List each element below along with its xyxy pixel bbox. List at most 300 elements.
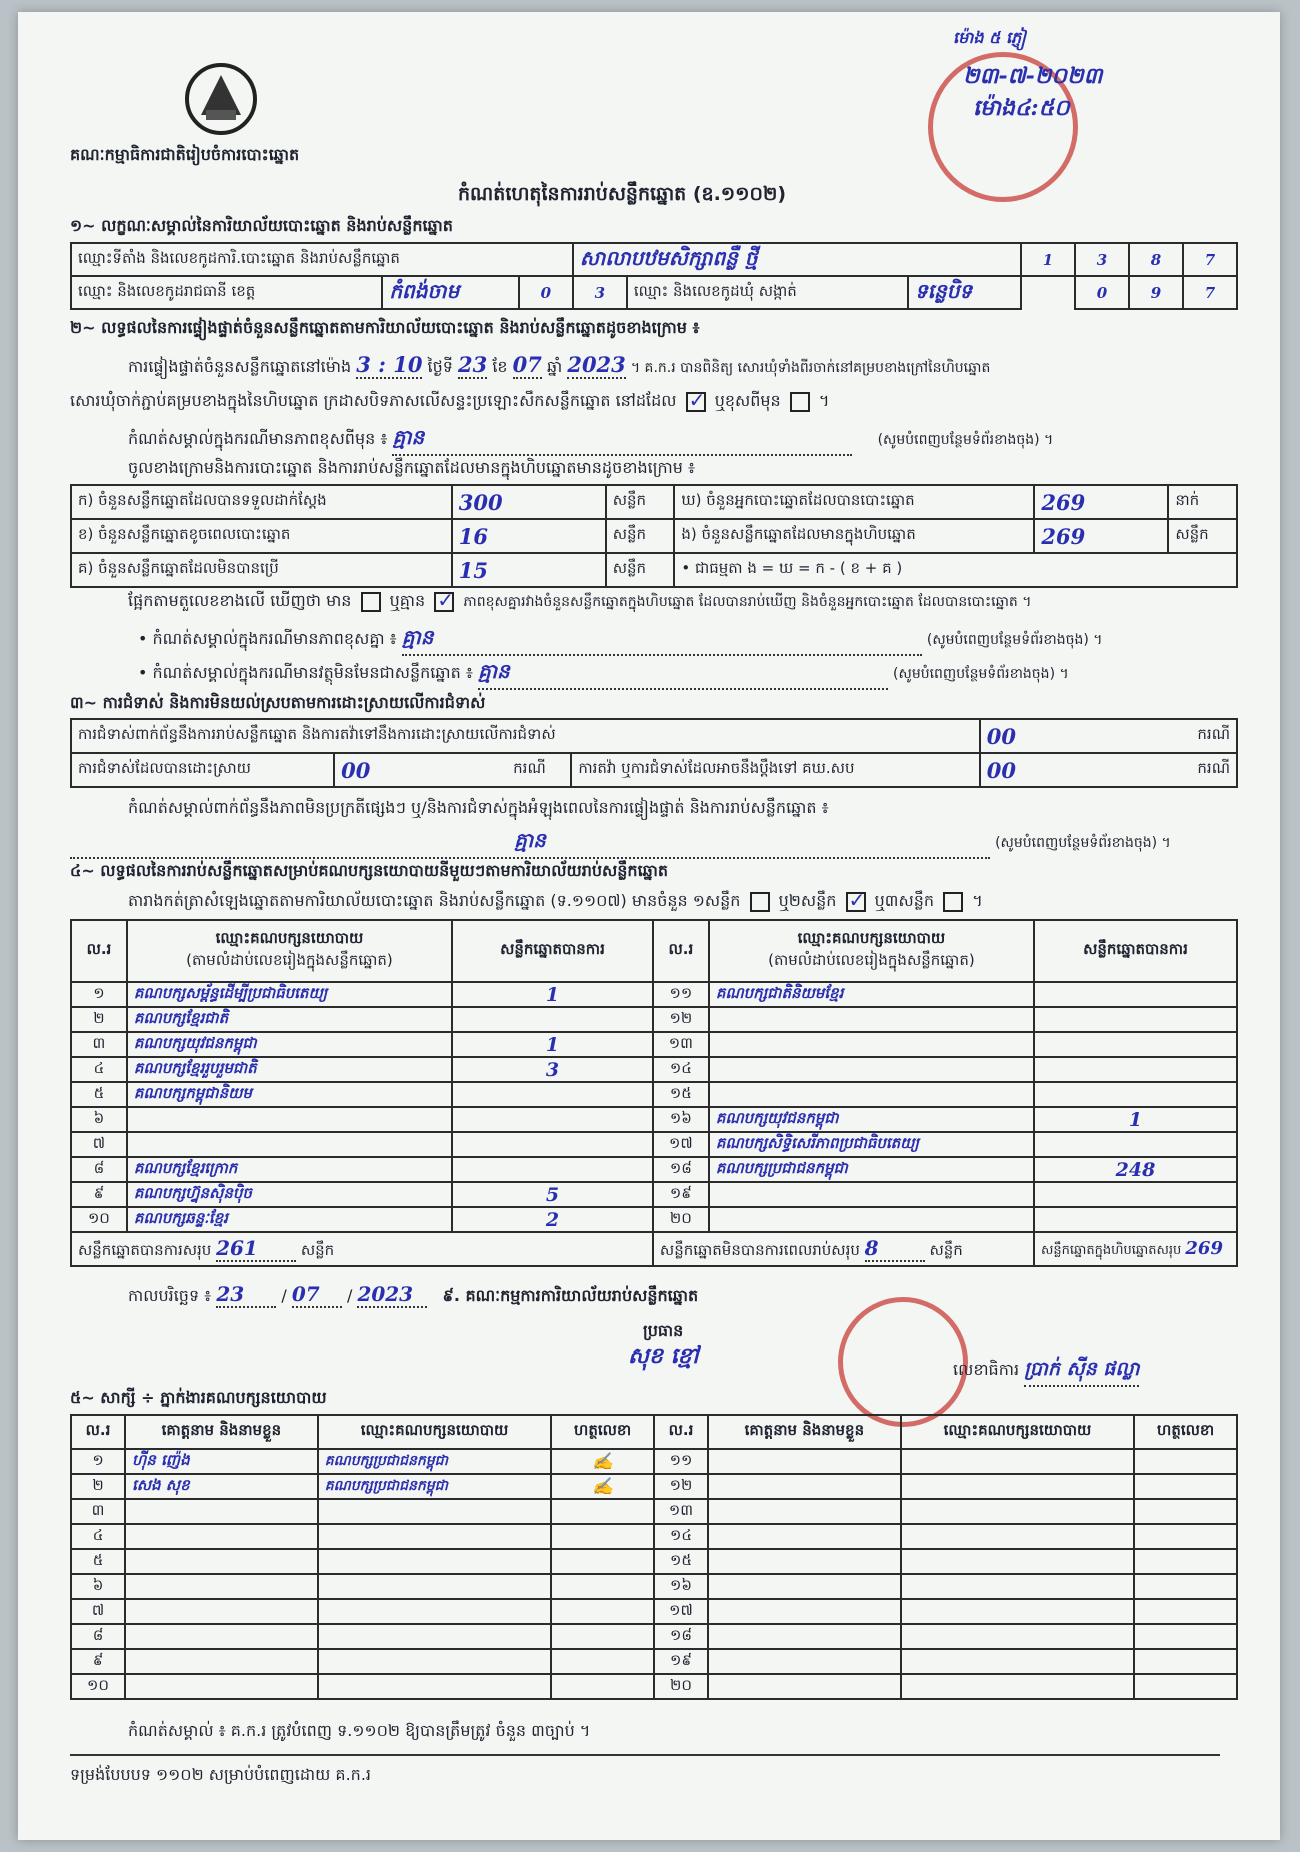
- count-value: 15: [452, 553, 606, 587]
- witness-signature: [1134, 1649, 1237, 1674]
- count-value: 269: [1034, 519, 1168, 553]
- witness-signature: [551, 1624, 654, 1649]
- witness-party: [901, 1474, 1134, 1499]
- witness-row: [71, 1474, 1237, 1499]
- results-table: [70, 919, 1238, 1267]
- witness-signature: [551, 1599, 654, 1624]
- case-unit: ករណី: [1173, 719, 1237, 753]
- two-sheet-checkbox[interactable]: [846, 892, 866, 912]
- count-label: គ) ចំនួនសន្លឹកឆ្នោតដែលមិនបានប្រើ: [71, 553, 452, 587]
- witness-name: [125, 1549, 318, 1574]
- results-votes: [1034, 1082, 1237, 1107]
- witness-row: [71, 1449, 1237, 1474]
- witness-party: [901, 1624, 1134, 1649]
- witness-row: [71, 1574, 1237, 1599]
- witness-signature: [1134, 1549, 1237, 1574]
- results-party: [709, 1032, 1034, 1057]
- results-party: គណបក្សឆន្ទៈខ្មែរ: [127, 1207, 452, 1232]
- section-2-heading: ២~ លទ្ធផលនៃការផ្ទៀងផ្ទាត់ចំនួនសន្លឹកឆ្នោតតាមការិយាល័យបោះឆ្នោត និងរាប់សន្លឹកឆ្នោតដូចខាងក្រោម ៖: [70, 318, 700, 337]
- witness-no: ១៧: [654, 1599, 708, 1624]
- count-unit: សន្លឹក: [606, 519, 675, 553]
- results-party: [127, 1132, 452, 1157]
- results-votes: [1034, 1057, 1237, 1082]
- results-no: ១៥: [653, 1082, 709, 1107]
- secretary-line: [953, 1357, 1139, 1387]
- results-votes: [452, 1082, 653, 1107]
- verification-day: 23: [458, 352, 488, 377]
- witness-no: ៤: [71, 1524, 125, 1549]
- compare-text: ផ្អែកតាមតួលេខខាងលើ ឃើញថា មាន: [128, 591, 352, 610]
- witness-no: ៦: [71, 1574, 125, 1599]
- results-party: គណបក្សយុវជនកម្ពុជា: [127, 1032, 452, 1057]
- results-votes: 3: [452, 1057, 653, 1082]
- count-label: ង) ចំនួនសន្លឹកឆ្នោតដែលមានក្នុងហិបឆ្នោត: [674, 519, 1034, 553]
- witness-row: [71, 1524, 1237, 1549]
- tally-intro-b: ឬ២សន្លឹក: [778, 891, 837, 910]
- results-no: ១: [71, 982, 127, 1007]
- results-party: គណបក្សខ្មែរជាតិ: [127, 1007, 452, 1032]
- results-body: [71, 982, 1237, 1232]
- results-party: គណបក្សខ្មែររួបរួមជាតិ: [127, 1057, 452, 1082]
- irregularity-note-line: [70, 827, 1238, 859]
- results-party: [709, 1057, 1034, 1082]
- appeal-label: ការតវ៉ា ឬការជំទាស់ដែលអាចនឹងប្ដឹងទៅ គឃ.សប: [571, 753, 979, 787]
- count-value: 300: [452, 485, 606, 519]
- date-month: 07: [292, 1282, 342, 1308]
- col-votes-header: សន្លឹកឆ្នោតបានការ: [1034, 920, 1237, 982]
- results-no: ១១: [653, 982, 709, 1007]
- col-party-subtitle: (តាមលំដាប់លេខរៀងក្នុងសន្លឹកឆ្នោត): [768, 951, 975, 969]
- witness-name: [708, 1549, 901, 1574]
- case-unit: ករណី: [507, 753, 571, 787]
- count-unit: នាក់: [1168, 485, 1237, 519]
- results-votes: 5: [452, 1182, 653, 1207]
- results-votes: 1: [452, 982, 653, 1007]
- witness-no: ៣: [71, 1499, 125, 1524]
- station-name: សាលាបឋមសិក្សាពន្លឺ ថ្មី: [573, 243, 1021, 276]
- province-code-digit: 0: [519, 276, 573, 309]
- date-year: 2023: [357, 1282, 427, 1308]
- difference-note-line: [128, 424, 1238, 456]
- witness-no: ១៦: [654, 1574, 708, 1599]
- witness-party: [901, 1549, 1134, 1574]
- witness-signature: [1134, 1499, 1237, 1524]
- results-party: [709, 1207, 1034, 1232]
- total-valid-value: 261: [216, 1236, 296, 1262]
- witness-row: [71, 1674, 1237, 1699]
- witness-no: ២០: [654, 1674, 708, 1699]
- results-no: ៣: [71, 1032, 127, 1057]
- witness-signature: [551, 1549, 654, 1574]
- total-box-label: សន្លឹកឆ្នោតក្នុងហិបឆ្នោតសរុប: [1040, 1242, 1182, 1258]
- witness-col-no: ល.រ: [71, 1415, 125, 1449]
- results-no: ៧: [71, 1132, 127, 1157]
- verification-year: 2023: [567, 352, 626, 377]
- witness-party: [318, 1599, 551, 1624]
- commune-label: ឈ្មោះ និងលេខកូដឃុំ សង្កាត់: [627, 276, 908, 309]
- commune-code-digit: 7: [1183, 276, 1237, 309]
- witness-signature: [551, 1674, 654, 1699]
- witness-name: [708, 1474, 901, 1499]
- witness-party: [901, 1599, 1134, 1624]
- results-votes: [1034, 1207, 1237, 1232]
- witness-party: [318, 1624, 551, 1649]
- results-party: គណបក្សសិទ្ធិសេរីភាពប្រជាធិបតេយ្យ: [709, 1132, 1034, 1157]
- no-difference-checkbox[interactable]: [434, 592, 454, 612]
- verification-line-2: សោរឃុំចាក់ភ្ជាប់គម្របខាងក្នុងនៃហិបឆ្នោត ក្រដាសបិទភាសលើសន្ទះប្រឡោះសឹកសន្លឹកឆ្នោត នៅដដែល ✓ ឬខុសពីមុន ។: [70, 390, 829, 414]
- total-invalid-cell: [653, 1232, 1034, 1266]
- verification-text-e: ។ គ.ក.រ បានពិនិត្យ សោរឃុំទាំងពីរចាក់នៅគម្របខាងក្រៅនៃហិបឆ្នោត: [630, 360, 991, 376]
- difference-note-value: គ្មាន: [392, 424, 852, 456]
- witness-name: [708, 1624, 901, 1649]
- org-name: គណៈកម្មាធិការជាតិរៀបចំការបោះឆ្នោត: [70, 145, 300, 164]
- date-day: 23: [216, 1282, 276, 1308]
- results-votes: [1034, 1132, 1237, 1157]
- witness-party: គណបក្សប្រជាជនកម្ពុជា: [318, 1449, 551, 1474]
- col-no-header: ល.រ: [71, 920, 127, 982]
- witness-col-name: គោត្តនាម និងនាមខ្លួន: [708, 1415, 901, 1449]
- witness-party: [901, 1649, 1134, 1674]
- witness-signature: [1134, 1674, 1237, 1699]
- seal-text: សោរឃុំចាក់ភ្ជាប់គម្របខាងក្នុងនៃហិបឆ្នោត ក្រដាសបិទភាសលើសន្ទះប្រឡោះសឹកសន្លឹកឆ្នោត នៅដដែល: [70, 391, 677, 410]
- col-party-subtitle: (តាមលំដាប់លេខរៀងក្នុងសន្លឹកឆ្នោត): [186, 951, 393, 969]
- stamp-handwritten-note-3: ម៉ោង៤:៥០: [973, 95, 1070, 121]
- results-no: ៤: [71, 1057, 127, 1082]
- results-no: ២០: [653, 1207, 709, 1232]
- witness-signature: [551, 1524, 654, 1549]
- bullet-1-value: គ្មាន: [402, 624, 922, 656]
- count-label: ឃ) ចំនួនអ្នកបោះឆ្នោតដែលបានបោះឆ្នោត: [674, 485, 1034, 519]
- witness-party: [901, 1674, 1134, 1699]
- results-row: [71, 1107, 1237, 1132]
- witness-no: ១៨: [654, 1624, 708, 1649]
- fill-hint: (សូមបំពេញបន្ថែមទំព័រខាងចុង) ។: [893, 666, 1069, 682]
- witness-body: [71, 1449, 1237, 1699]
- province-name: កំពង់ចាម: [382, 276, 518, 309]
- witness-col-signature: ហត្ថលេខា: [1134, 1415, 1237, 1449]
- count-label: ក) ចំនួនសន្លឹកឆ្នោតដែលបានទទួលដាក់ស្ដែង: [71, 485, 452, 519]
- witness-name: [125, 1499, 318, 1524]
- province-label: ឈ្មោះ និងលេខកូដរាជធានី ខេត្ត: [71, 276, 382, 309]
- witness-table: [70, 1414, 1238, 1700]
- bullet-line-1: [138, 624, 1238, 656]
- results-row: [71, 1007, 1237, 1032]
- results-no: ១៣: [653, 1032, 709, 1057]
- witness-row: [71, 1499, 1237, 1524]
- witness-no: ១: [71, 1449, 125, 1474]
- col-party-title: ឈ្មោះគណបក្សនយោបាយ: [215, 929, 364, 947]
- three-sheet-checkbox[interactable]: [943, 892, 963, 912]
- results-no: ១០: [71, 1207, 127, 1232]
- compare-line: [128, 590, 1031, 614]
- results-no: ១២: [653, 1007, 709, 1032]
- president-title: ប្រធាន: [643, 1321, 684, 1340]
- tally-intro-c: ឬ៣សន្លឹក: [874, 891, 935, 910]
- bullet-2-label: • កំណត់សម្គាល់ក្នុងករណីមានវត្ថុមិនមែនជាសន្លឹកឆ្នោត ៖: [138, 663, 473, 682]
- witness-name: [125, 1574, 318, 1599]
- witness-name: [708, 1449, 901, 1474]
- results-votes: [1034, 1182, 1237, 1207]
- witness-row: [71, 1649, 1237, 1674]
- bullet-2-value: គ្មាន: [478, 658, 888, 690]
- witness-party: [901, 1449, 1134, 1474]
- witness-party: [318, 1649, 551, 1674]
- president-signature: សុខ ខ្មៅ: [628, 1343, 699, 1369]
- form-title: កំណត់ហេតុនៃការរាប់សន្លឹកឆ្នោត (ឧ.១១០២): [458, 183, 787, 205]
- witness-no: ១៣: [654, 1499, 708, 1524]
- witness-signature: [1134, 1474, 1237, 1499]
- station-code-digit: 8: [1129, 243, 1183, 276]
- witness-no: ១៩: [654, 1649, 708, 1674]
- station-code-digit: 7: [1183, 243, 1237, 276]
- commune-name: ទន្លេបិទ: [908, 276, 1021, 309]
- witness-party: [318, 1574, 551, 1599]
- results-party: គណបក្សប្រជាជនកម្ពុជា: [709, 1157, 1034, 1182]
- total-invalid-label: សន្លឹកឆ្នោតមិនបានការពេលរាប់សរុប: [659, 1240, 860, 1259]
- station-code-digit: 3: [1075, 243, 1129, 276]
- witness-name: [125, 1649, 318, 1674]
- results-party: គណបក្សយុវជនកម្ពុជា: [709, 1107, 1034, 1132]
- witness-party: គណបក្សប្រជាជនកម្ពុជា: [318, 1474, 551, 1499]
- objection-label: ការជំទាស់ពាក់ព័ន្ធនឹងការរាប់សន្លឹកឆ្នោត និងការតវ៉ាទៅនឹងការដោះស្រាយលើការជំទាស់: [71, 719, 980, 753]
- verification-month: 07: [512, 352, 542, 377]
- witness-no: ១១: [654, 1449, 708, 1474]
- appeal-count: 00: [980, 753, 1173, 787]
- results-votes: [452, 1132, 653, 1157]
- section-1-heading: ១~ លក្ខណៈសម្គាល់នៃការិយាល័យបោះឆ្នោត និងរាប់សន្លឹកឆ្នោត: [70, 216, 453, 235]
- witness-no: ៥: [71, 1549, 125, 1574]
- witness-signature: ✍: [551, 1474, 654, 1499]
- difference-note-label: កំណត់សម្គាល់ក្នុងករណីមានភាពខុសពីមុន ៖: [128, 429, 388, 448]
- results-votes: [452, 1007, 653, 1032]
- results-party: [709, 1082, 1034, 1107]
- resolved-label: ការជំទាស់ដែលបានដោះស្រាយ: [71, 753, 334, 787]
- witness-no: ១២: [654, 1474, 708, 1499]
- results-no: ៩: [71, 1182, 127, 1207]
- footer-rule: [70, 1754, 1220, 1756]
- case-unit: ករណី: [1173, 753, 1237, 787]
- results-row: [71, 1057, 1237, 1082]
- count-unit: សន្លឹក: [1168, 519, 1237, 553]
- witness-party: [318, 1674, 551, 1699]
- count-table: [70, 484, 1238, 588]
- objection-table: [70, 718, 1238, 788]
- witness-name: [125, 1674, 318, 1699]
- results-votes: 1: [1034, 1107, 1237, 1132]
- results-party: គណបក្សហ្វ៊ុនស៊ិនប៉ិច: [127, 1182, 452, 1207]
- col-votes-header: សន្លឹកឆ្នោតបានការ: [452, 920, 653, 982]
- results-no: ១៩: [653, 1182, 709, 1207]
- results-votes: [1034, 982, 1237, 1007]
- results-party: [709, 1182, 1034, 1207]
- verification-text-a: ការផ្ទៀងផ្ទាត់ចំនួនសន្លឹកឆ្នោតនៅម៉ោង: [128, 357, 352, 376]
- col-party-title: ឈ្មោះគណបក្សនយោបាយ: [797, 929, 946, 947]
- secretary-signature: ប្រាក់ ស៊ីន ផល្លា: [1024, 1357, 1139, 1387]
- irregularity-note-value: គ្មាន: [70, 827, 990, 859]
- witness-signature: [1134, 1524, 1237, 1549]
- witness-party: [901, 1499, 1134, 1524]
- witness-no: ១៤: [654, 1524, 708, 1549]
- results-row: [71, 982, 1237, 1007]
- same-checkbox[interactable]: [686, 392, 706, 412]
- station-label: ឈ្មោះទីតាំង និងលេខកូដការិ.បោះឆ្នោត និងរាប់សន្លឹកឆ្នោត: [71, 243, 573, 276]
- nec-emblem-icon: [176, 60, 266, 142]
- has-difference-checkbox[interactable]: [361, 592, 381, 612]
- results-votes: [1034, 1032, 1237, 1057]
- form-sheet: [18, 12, 1280, 1840]
- count-value: 16: [452, 519, 606, 553]
- witness-name: [708, 1524, 901, 1549]
- witness-col-party: ឈ្មោះគណបក្សនយោបាយ: [901, 1415, 1134, 1449]
- witness-signature: [1134, 1599, 1237, 1624]
- compare-text-c: ភាពខុសគ្នារវាងចំនួនសន្លឹកឆ្នោតក្នុងហិបឆ្នោត ដែលបានរាប់ឃើញ និងចំនួនអ្នកបោះឆ្នោត ដែលបានបោះឆ្នោត ។: [463, 594, 1032, 610]
- witness-name: [125, 1624, 318, 1649]
- verification-text-d: ឆ្នាំ: [547, 357, 563, 376]
- section-3-heading: ៣~ ការជំទាស់ និងការមិនយល់ស្របតាមការដោះស្រាយលើការជំទាស់: [70, 693, 486, 712]
- objection-count: 00: [980, 719, 1173, 753]
- results-row: [71, 1207, 1237, 1232]
- witness-name: ហ៊ីន ញ៉េង: [125, 1449, 318, 1474]
- results-party: [127, 1107, 452, 1132]
- witness-name: [708, 1649, 901, 1674]
- results-votes: [452, 1107, 653, 1132]
- count-value: 269: [1034, 485, 1168, 519]
- witness-row: [71, 1599, 1237, 1624]
- witness-no: ៩: [71, 1649, 125, 1674]
- witness-col-signature: ហត្ថលេខា: [551, 1415, 654, 1449]
- date-line: កាលបរិច្ឆេទ ៖ 23 / 07 / 2023 ៩. គណៈកម្មការការិយាល័យរាប់សន្លឹកឆ្នោត: [128, 1282, 699, 1306]
- witness-signature: [1134, 1574, 1237, 1599]
- witness-signature: [551, 1574, 654, 1599]
- witness-no: ៧: [71, 1599, 125, 1624]
- results-no: ៨: [71, 1157, 127, 1182]
- results-party: គណបក្សខ្មែរក្រោក: [127, 1157, 452, 1182]
- witness-name: [708, 1599, 901, 1624]
- col-party-header: [709, 920, 1034, 982]
- total-valid-label: សន្លឹកឆ្នោតបានការសរុប: [78, 1240, 212, 1259]
- verification-text-b: ថ្ងៃទី: [427, 357, 453, 376]
- total-box-value: 269: [1185, 1237, 1223, 1259]
- blank-cell: [1021, 276, 1075, 309]
- col-party-header: [127, 920, 452, 982]
- witness-no: ៨: [71, 1624, 125, 1649]
- tally-intro: តារាងកត់ត្រាសំឡេងឆ្នោតតាមការិយាល័យបោះឆ្នោត និងរាប់សន្លឹកឆ្នោត (ទ.១១០៧) មានចំនួន ១សន្លឹក: [128, 891, 741, 910]
- results-votes: 1: [452, 1032, 653, 1057]
- resolved-count: 00: [334, 753, 507, 787]
- bullet-line-2: [138, 658, 1238, 690]
- col-no-header: ល.រ: [653, 920, 709, 982]
- stamp-handwritten-note-1: ម៉ោង ៥ ភ្ញៀ: [953, 28, 1026, 47]
- results-party: [709, 1007, 1034, 1032]
- footer-form-code: ទម្រង់បែបបទ ១១០២ សម្រាប់បំពេញដោយ គ.ក.រ: [70, 1765, 371, 1784]
- witness-party: [318, 1524, 551, 1549]
- station-code-digit: 1: [1021, 243, 1075, 276]
- secretary-label: លេខាធិការ: [953, 1360, 1020, 1379]
- results-row: [71, 1182, 1237, 1207]
- count-unit: សន្លឹក: [606, 485, 675, 519]
- province-code-digit: 3: [573, 276, 627, 309]
- results-row: [71, 1082, 1237, 1107]
- witness-signature: [551, 1649, 654, 1674]
- stamp-handwritten-note-2: ២៣-៧-២០២៣: [963, 63, 1103, 89]
- total-unit: សន្លឹក: [300, 1240, 335, 1259]
- witness-no: ២: [71, 1474, 125, 1499]
- official-stamp-bottom: [838, 1297, 968, 1427]
- verification-line-1: [128, 352, 1238, 380]
- results-party: គណបក្សសម្ព័ន្ធដើម្បីប្រជាធិបតេយ្យ: [127, 982, 452, 1007]
- results-votes: [1034, 1007, 1237, 1032]
- witness-signature: ✍: [551, 1449, 654, 1474]
- count-formula: • ជាធម្មតា ង = ឃ = ក - ( ខ + គ ): [674, 553, 1237, 587]
- results-no: ១៤: [653, 1057, 709, 1082]
- different-checkbox[interactable]: [790, 392, 810, 412]
- witness-party: [318, 1499, 551, 1524]
- fill-hint: (សូមបំពេញបន្ថែមទំព័រខាងចុង) ។: [926, 632, 1103, 648]
- witness-signature: [1134, 1449, 1237, 1474]
- section-1-table: [70, 242, 1238, 310]
- witness-signature: [551, 1499, 654, 1524]
- results-no: ២: [71, 1007, 127, 1032]
- results-no: ១៨: [653, 1157, 709, 1182]
- results-row: [71, 1032, 1237, 1057]
- results-votes: [452, 1157, 653, 1182]
- results-no: ៥: [71, 1082, 127, 1107]
- witness-col-party: ឈ្មោះគណបក្សនយោបាយ: [318, 1415, 551, 1449]
- witness-no: ១០: [71, 1674, 125, 1699]
- total-invalid-value: 8: [865, 1236, 925, 1262]
- seal-text-b: ឬខុសពីមុន: [714, 391, 781, 410]
- committee-label: ៩. គណៈកម្មការការិយាល័យរាប់សន្លឹកឆ្នោត: [442, 1286, 699, 1305]
- witness-party: [901, 1524, 1134, 1549]
- witness-row: [71, 1549, 1237, 1574]
- witness-name: [708, 1574, 901, 1599]
- witness-name: [708, 1674, 901, 1699]
- verification-time: 3 : 10: [356, 352, 423, 377]
- witness-party: [901, 1574, 1134, 1599]
- results-no: ១៦: [653, 1107, 709, 1132]
- commune-code-digit: 9: [1129, 276, 1183, 309]
- witness-col-no: ល.រ: [654, 1415, 708, 1449]
- footer-note: កំណត់សម្គាល់ ៖ គ.ក.រ ត្រូវបំពេញ ទ.១១០២ ឱ្យបានត្រឹមត្រូវ ចំនួន ៣ច្បាប់ ។: [128, 1721, 591, 1740]
- count-intro: ចូលខាងក្រោមនិងការបោះឆ្នោត និងការរាប់សន្លឹកឆ្នោតដែលមានក្នុងហិបឆ្នោតមានដូចខាងក្រោម ៖: [128, 458, 695, 477]
- compare-text-b: ឬគ្មាន: [389, 591, 426, 610]
- results-party: គណបក្សកម្ពុជានិយម: [127, 1082, 452, 1107]
- section-4-heading: ៤~ លទ្ធផលនៃការរាប់សន្លឹកឆ្នោតសម្រាប់គណបក្សនយោបាយនីមួយៗតាមការិយាល័យរាប់សន្លឹកឆ្នោត: [70, 861, 669, 880]
- total-valid-cell: [71, 1232, 653, 1266]
- commune-code-digit: 0: [1075, 276, 1129, 309]
- date-label: កាលបរិច្ឆេទ ៖: [128, 1286, 212, 1305]
- results-no: ៦: [71, 1107, 127, 1132]
- fill-hint: (សូមបំពេញបន្ថែមទំព័រខាងចុង) ។: [995, 835, 1171, 851]
- witness-party: [318, 1549, 551, 1574]
- witness-row: [71, 1624, 1237, 1649]
- witness-signature: [1134, 1624, 1237, 1649]
- total-box-cell: [1034, 1232, 1237, 1266]
- witness-col-name: គោត្តនាម និងនាមខ្លួន: [125, 1415, 318, 1449]
- witness-name: [125, 1599, 318, 1624]
- count-label: ខ) ចំនួនសន្លឹកឆ្នោតខូចពេលបោះឆ្នោត: [71, 519, 452, 553]
- witness-name: សេង សុខ: [125, 1474, 318, 1499]
- results-no: ១៧: [653, 1132, 709, 1157]
- witness-no: ១៥: [654, 1549, 708, 1574]
- one-sheet-checkbox[interactable]: [750, 892, 770, 912]
- results-votes: 248: [1034, 1157, 1237, 1182]
- verification-text-c: ខែ: [492, 357, 508, 376]
- results-row: [71, 1132, 1237, 1157]
- bullet-1-label: • កំណត់សម្គាល់ក្នុងករណីមានភាពខុសគ្នា ៖: [138, 629, 397, 648]
- total-unit: សន្លឹក: [929, 1240, 963, 1259]
- irregularity-note-label: កំណត់សម្គាល់ពាក់ព័ន្ធនឹងភាពមិនប្រក្រតីផ្សេងៗ ឬ/និងការជំទាស់ក្នុងអំឡុងពេលនៃការផ្ទៀងផ្ទាត់ និងការរាប់សន្លឹកឆ្នោត ៖: [128, 798, 829, 817]
